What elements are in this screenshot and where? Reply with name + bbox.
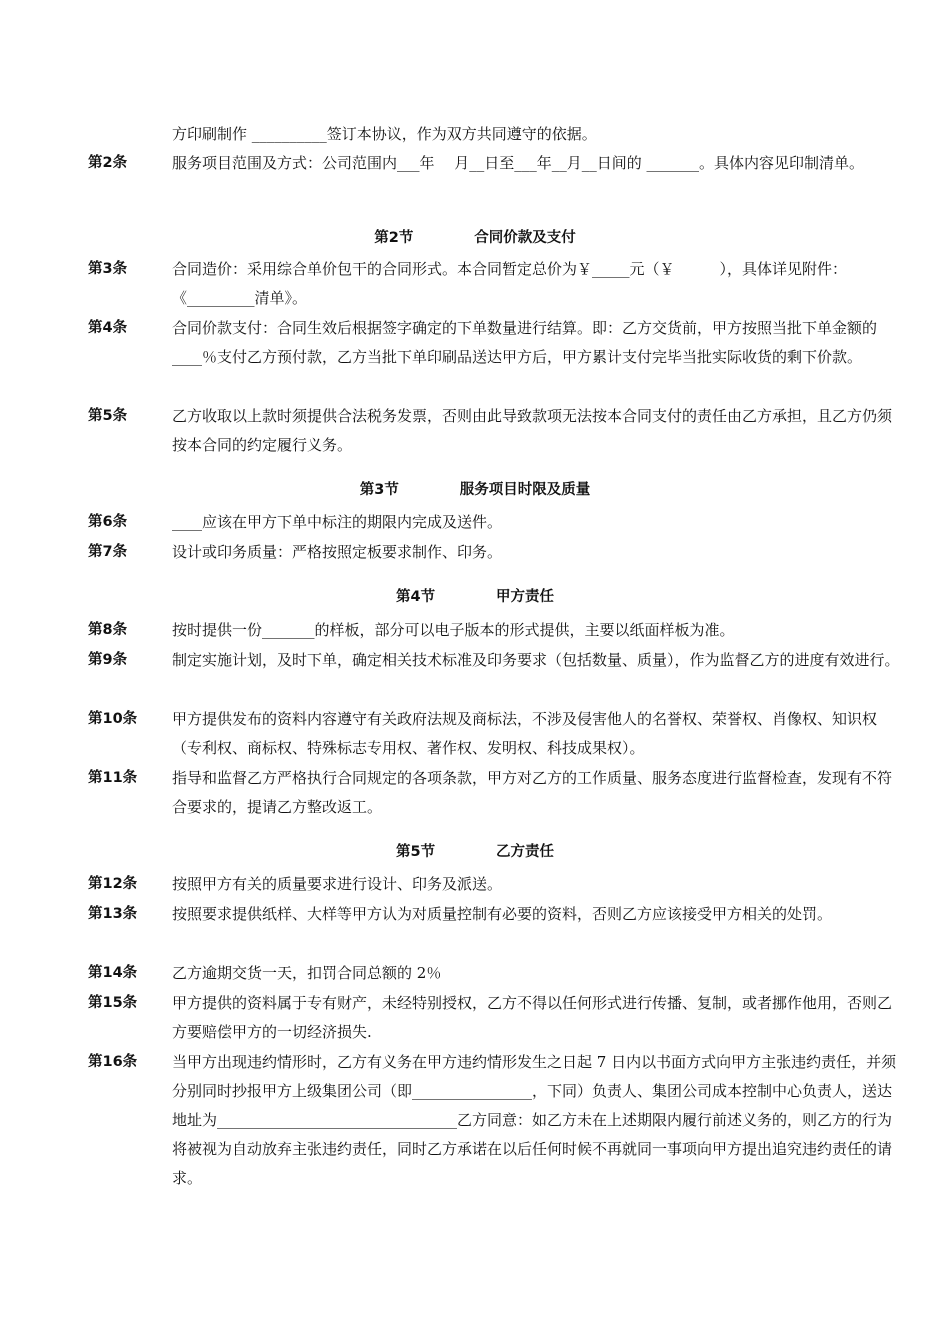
section-title: 合同价款及支付	[474, 230, 576, 246]
article-15	[88, 989, 908, 1047]
article-number: 第12条	[88, 876, 138, 892]
article-number: 第5条	[88, 408, 128, 424]
article-number: 第7条	[88, 544, 128, 560]
article-2	[88, 149, 908, 178]
article-number: 第13条	[88, 906, 138, 922]
intro-text: 方印刷制作 __________签订本协议，作为双方共同遵守的依据。	[172, 125, 597, 143]
article-text: 按照甲方有关的质量要求进行设计、印务及派送。	[172, 875, 503, 893]
article-text: 服务项目范围及方式：公司范围内___年 月__日至___年__月__日间的 _______。具体内容见印制清单。	[172, 154, 865, 172]
article-text: 设计或印务质量：严格按照定板要求制作、印务。	[172, 543, 503, 561]
article-text: 按照要求提供纸样、大样等甲方认为对质量控制有必要的资料，否则乙方应该接受甲方相关的处罚。	[172, 905, 833, 923]
article-14	[88, 959, 908, 988]
article-text: 合同价款支付：合同生效后根据签字确定的下单数量进行结算。即：乙方交货前，甲方按照当批下单金额的____％支付乙方预付款，乙方当批下单印刷品送达甲方后，甲方累计支付完毕当批实际收货的剩下价款。	[172, 319, 878, 366]
section-heading-2	[0, 227, 950, 249]
article-8	[88, 616, 908, 645]
article-text: 甲方提供发布的资料内容遵守有关政府法规及商标法，不涉及侵害他人的名誉权、荣誉权、肖像权、知识权（专利权、商标权、特殊标志专用权、著作权、发明权、科技成果权）。	[172, 710, 878, 757]
section-heading-5	[0, 841, 950, 863]
article-text: 指导和监督乙方严格执行合同规定的各项条款，甲方对乙方的工作质量、服务态度进行监督检查，发现有不符合要求的，提请乙方整改返工。	[172, 769, 893, 816]
section-label: 第4节	[396, 589, 436, 605]
section-title: 甲方责任	[496, 589, 554, 605]
article-number: 第16条	[88, 1054, 138, 1070]
article-9	[88, 646, 908, 675]
article-number: 第15条	[88, 995, 138, 1011]
article-text: 合同造价：采用综合单价包干的合同形式。本合同暂定总价为￥_____元（￥ ），具体详见附件：《_________清单》。	[172, 260, 848, 307]
article-number: 第4条	[88, 320, 128, 336]
article-text: 乙方逾期交货一天，扣罚合同总额的 2％	[172, 964, 442, 982]
article-number: 第6条	[88, 514, 128, 530]
article-12	[88, 870, 908, 899]
article-16	[88, 1048, 908, 1193]
article-11	[88, 764, 908, 822]
section-heading-3	[0, 479, 950, 501]
article-number: 第9条	[88, 652, 128, 668]
article-text: 当甲方出现违约情形时，乙方有义务在甲方违约情形发生之日起 7 日内以书面方式向甲方主张违约责任，并须分别同时抄报甲方上级集团公司（即________________，下同）负责人、集团公司成本控制中心负责人，送达地址为________________________________乙方同意：如乙方未在上述期限内履行前述义务的，则乙方的行为将被视为自动放弃主张违约责任，同时乙方承诺在以后任何时候不再就同一事项向甲方提出追究违约责任的请求。	[172, 1053, 897, 1187]
article-number: 第14条	[88, 965, 138, 981]
section-title: 乙方责任	[496, 844, 554, 860]
section-label: 第5节	[396, 844, 436, 860]
article-number: 第8条	[88, 622, 128, 638]
section-title: 服务项目时限及质量	[459, 482, 591, 498]
article-text: 甲方提供的资料属于专有财产，未经特别授权，乙方不得以任何形式进行传播、复制，或者挪作他用，否则乙方要赔偿甲方的一切经济损失.	[172, 994, 893, 1041]
intro-paragraph	[88, 120, 908, 149]
section-heading-4	[0, 586, 950, 608]
article-5	[88, 402, 908, 460]
section-label: 第2节	[374, 230, 414, 246]
article-4	[88, 314, 908, 372]
article-number: 第2条	[88, 155, 128, 171]
article-6	[88, 508, 908, 537]
article-text: 按时提供一份_______的样板，部分可以电子版本的形式提供，主要以纸面样板为准。	[172, 621, 735, 639]
section-label: 第3节	[359, 482, 399, 498]
article-3	[88, 255, 908, 313]
article-number: 第10条	[88, 711, 138, 727]
article-7	[88, 538, 908, 567]
article-text: ____应该在甲方下单中标注的期限内完成及送件。	[172, 513, 503, 531]
article-text: 乙方收取以上款时须提供合法税务发票，否则由此导致款项无法按本合同支付的责任由乙方承担，且乙方仍须按本合同的约定履行义务。	[172, 407, 893, 454]
article-number: 第11条	[88, 770, 138, 786]
article-10	[88, 705, 908, 763]
article-number: 第3条	[88, 261, 128, 277]
article-text: 制定实施计划，及时下单，确定相关技术标准及印务要求（包括数量、质量），作为监督乙方的进度有效进行。	[172, 651, 900, 669]
article-13	[88, 900, 908, 929]
